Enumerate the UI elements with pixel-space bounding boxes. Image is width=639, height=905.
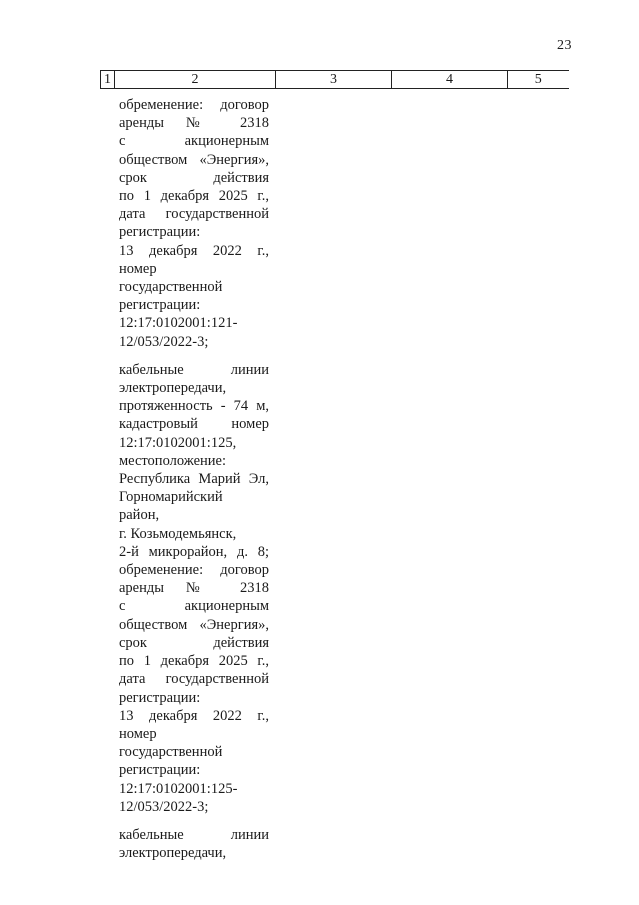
property-entry xyxy=(119,826,269,862)
entry-text-line: протяженность - 74 м, xyxy=(119,398,269,415)
entry-text-line: 12:17:0102001:125- xyxy=(119,780,238,797)
entry-text-line: срок действия xyxy=(119,169,269,186)
entry-text-line: кадастровый номер xyxy=(119,416,269,433)
column-number-4: 4 xyxy=(392,71,508,89)
entry-text-line: по 1 декабря 2025 г., xyxy=(119,188,269,205)
entry-text-line: по 1 декабря 2025 г., xyxy=(119,653,269,670)
column-2-content xyxy=(119,96,269,862)
page-number: 23 xyxy=(557,38,572,53)
entry-text-line: номер xyxy=(119,260,157,277)
entry-text-line: аренды № 2318 xyxy=(119,580,269,597)
entry-text-line: с акционерным xyxy=(119,133,269,150)
entry-text-line: 12:17:0102001:121- xyxy=(119,315,238,332)
property-entry xyxy=(119,96,269,351)
entry-text-line: обременение: договор xyxy=(119,97,269,113)
column-number-2: 2 xyxy=(115,71,276,89)
entry-text-line: 13 декабря 2022 г., xyxy=(119,242,269,259)
entry-text-line: с акционерным xyxy=(119,598,269,615)
entry-text-line: регистрации: xyxy=(119,224,201,241)
entry-text-line: кабельные линии xyxy=(119,826,269,843)
entry-text-line: дата государственной xyxy=(119,206,269,223)
entry-text-line: электропередачи, xyxy=(119,845,227,862)
entry-text-line: 12/053/2022-3; xyxy=(119,333,209,350)
property-entry xyxy=(119,361,269,816)
entry-text-line: аренды № 2318 xyxy=(119,115,269,132)
table-header-row xyxy=(100,70,569,89)
entry-text-line: срок действия xyxy=(119,634,269,651)
entry-text-line: местоположение: xyxy=(119,452,226,469)
entry-text-line: 12/053/2022-3; xyxy=(119,798,209,815)
entry-text-line: регистрации: xyxy=(119,762,201,779)
entry-text-line: Горномарийский xyxy=(119,489,223,506)
column-number-3: 3 xyxy=(276,71,392,89)
entry-text-line: г. Козьмодемьянск, xyxy=(119,525,237,542)
entry-text-line: обществом «Энергия», xyxy=(119,616,269,633)
entry-text-line: электропередачи, xyxy=(119,380,227,397)
entry-text-line: 12:17:0102001:125, xyxy=(119,434,237,451)
entry-text-line: Республика Марий Эл, xyxy=(119,471,269,488)
column-number-1: 1 xyxy=(101,71,115,89)
entry-text-line: 2-й микрорайон, д. 8; xyxy=(119,543,269,560)
entry-text-line: регистрации: xyxy=(119,689,201,706)
entry-text-line: обременение: договор xyxy=(119,562,269,579)
entry-text-line: обществом «Энергия», xyxy=(119,151,269,168)
entry-text-line: кабельные линии xyxy=(119,361,269,378)
entry-text-line: номер xyxy=(119,725,157,742)
entry-text-line: район, xyxy=(119,507,160,524)
column-number-5: 5 xyxy=(508,71,569,89)
entry-text-line: регистрации: xyxy=(119,297,201,314)
entry-text-line: дата государственной xyxy=(119,671,269,688)
entry-text-line: 13 декабря 2022 г., xyxy=(119,707,269,724)
entry-text-line: государственной xyxy=(119,744,223,761)
entry-text-line: государственной xyxy=(119,279,223,296)
